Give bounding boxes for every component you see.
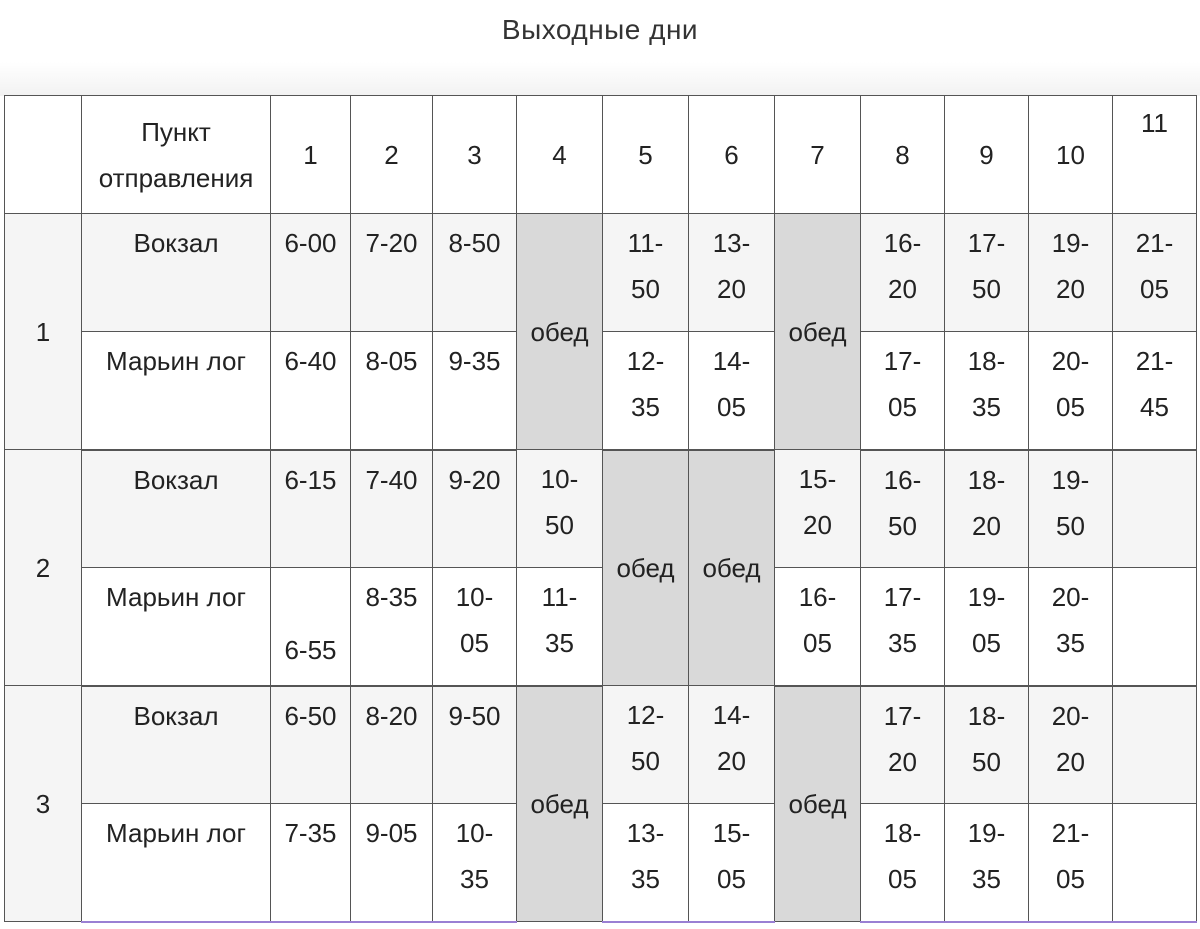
time-cell: 8-05: [351, 332, 433, 450]
time-cell: 20- 20: [1029, 686, 1113, 804]
time-cell: 7-20: [351, 214, 433, 332]
time-cell: 6-50: [271, 686, 351, 804]
time-cell: 12- 35: [603, 332, 689, 450]
time-cell: 21- 05: [1029, 804, 1113, 922]
header-col: 8: [861, 96, 945, 214]
empty-cell: [1113, 804, 1197, 922]
time-cell: 17- 05: [861, 332, 945, 450]
group-number: 3: [5, 686, 82, 922]
time-cell: 16- 05: [775, 568, 861, 686]
time-cell: 19- 50: [1029, 450, 1113, 568]
empty-cell: [1113, 686, 1197, 804]
table-row: [5, 450, 1197, 568]
time-cell: 9-35: [433, 332, 517, 450]
time-cell: 15- 05: [689, 804, 775, 922]
time-cell: 13- 35: [603, 804, 689, 922]
header-row: [5, 96, 1197, 214]
time-cell: 17- 50: [945, 214, 1029, 332]
table-row: [5, 214, 1197, 332]
time-cell: 7-35: [271, 804, 351, 922]
time-cell: 16- 50: [861, 450, 945, 568]
stop-name: Вокзал: [82, 214, 271, 332]
time-cell: 11- 50: [603, 214, 689, 332]
time-cell: 18- 05: [861, 804, 945, 922]
lunch-cell: обед: [775, 214, 861, 450]
header-point-line2: отправления: [98, 162, 254, 193]
header-col: 9: [945, 96, 1029, 214]
stop-name: Марьин лог: [82, 804, 271, 922]
time-cell: 12- 50: [603, 686, 689, 804]
header-point: [82, 96, 271, 214]
time-cell: 19- 35: [945, 804, 1029, 922]
time-cell: 10- 50: [517, 450, 603, 568]
time-cell: 8-20: [351, 686, 433, 804]
header-col: 1: [271, 96, 351, 214]
time-cell: 20- 35: [1029, 568, 1113, 686]
table-row: [5, 568, 1197, 686]
lunch-cell: обед: [517, 686, 603, 922]
time-cell: 6-15: [271, 450, 351, 568]
lunch-cell: обед: [775, 686, 861, 922]
stop-name: Марьин лог: [82, 568, 271, 686]
header-col: 4: [517, 96, 603, 214]
time-cell: 13- 20: [689, 214, 775, 332]
schedule-table: [4, 95, 1197, 923]
stop-name: Марьин лог: [82, 332, 271, 450]
time-cell: 15- 20: [775, 450, 861, 568]
header-col: 10: [1029, 96, 1113, 214]
time-cell: 9-50: [433, 686, 517, 804]
time-cell: 20- 05: [1029, 332, 1113, 450]
lunch-cell: обед: [517, 214, 603, 450]
time-cell: 7-40: [351, 450, 433, 568]
time-cell: 6-55: [271, 568, 351, 686]
time-cell: 21- 05: [1113, 214, 1197, 332]
empty-cell: [1113, 568, 1197, 686]
time-cell: 8-50: [433, 214, 517, 332]
time-cell: 14- 20: [689, 686, 775, 804]
time-cell: 18- 20: [945, 450, 1029, 568]
time-cell: 6-00: [271, 214, 351, 332]
header-col: 5: [603, 96, 689, 214]
empty-cell: [1113, 450, 1197, 568]
time-cell: 18- 50: [945, 686, 1029, 804]
lunch-cell: обед: [689, 450, 775, 686]
time-cell: 19- 05: [945, 568, 1029, 686]
time-cell: 19- 20: [1029, 214, 1113, 332]
header-empty-cell: [5, 96, 82, 214]
group-number: 2: [5, 450, 82, 686]
time-cell: 10- 35: [433, 804, 517, 922]
time-cell: 18- 35: [945, 332, 1029, 450]
header-col: 2: [351, 96, 433, 214]
time-cell: 17- 20: [861, 686, 945, 804]
table-row: [5, 686, 1197, 804]
header-col: 3: [433, 96, 517, 214]
time-cell: 14- 05: [689, 332, 775, 450]
time-cell: 10- 05: [433, 568, 517, 686]
page-title: Выходные дни: [501, 14, 699, 45]
header-col: 6: [689, 96, 775, 214]
time-cell: 21- 45: [1113, 332, 1197, 450]
time-cell: 9-05: [351, 804, 433, 922]
time-cell: 17- 35: [861, 568, 945, 686]
time-cell: 6-40: [271, 332, 351, 450]
time-cell: 9-20: [433, 450, 517, 568]
lunch-cell: обед: [603, 450, 689, 686]
header-shadow: [0, 62, 1200, 96]
time-cell: 11- 35: [517, 568, 603, 686]
header-col: 7: [775, 96, 861, 214]
stop-name: Вокзал: [82, 686, 271, 804]
group-number: 1: [5, 214, 82, 450]
time-cell: 16- 20: [861, 214, 945, 332]
header-col: 11: [1113, 96, 1197, 214]
stop-name: Вокзал: [82, 450, 271, 568]
time-cell: 8-35: [351, 568, 433, 686]
header-point-line1: Пункт: [141, 116, 211, 147]
